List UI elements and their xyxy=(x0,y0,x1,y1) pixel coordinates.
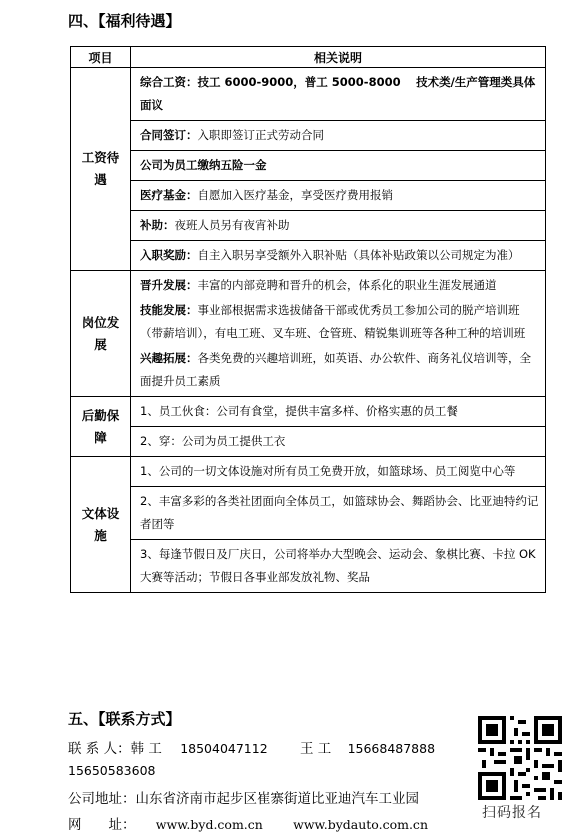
career-cell xyxy=(131,271,546,397)
table-row xyxy=(71,151,546,181)
benefits-table xyxy=(70,46,546,593)
table-row xyxy=(71,397,546,427)
table-row xyxy=(71,241,546,271)
table-row xyxy=(71,487,546,540)
salary-row-5: 补助：夜班人员另有夜宵补助 xyxy=(131,211,546,241)
category-salary: 工资待遇 xyxy=(71,68,131,271)
salary-row-3: 公司为员工缴纳五险一金 xyxy=(131,151,546,181)
contact-phone-1[interactable]: 18504047112 xyxy=(180,741,268,756)
category-logistics: 后勤保障 xyxy=(71,397,131,457)
section-5-title: 五、【联系方式】 xyxy=(68,710,181,728)
logistics-row-1: 1、员工伙食：公司有食堂，提供丰富多样、价格实惠的员工餐 xyxy=(131,397,546,427)
culture-row-3: 3、每逢节假日及厂庆日，公司将举办大型晚会、运动会、象棋比赛、卡拉 OK 大赛等活动；节假日各事业部发放礼物、奖品 xyxy=(131,540,546,593)
table-row xyxy=(71,457,546,487)
website-link-2[interactable]: www.bydauto.com.cn xyxy=(293,817,428,832)
table-row xyxy=(71,68,546,121)
contact-phone-2[interactable]: 15668487888 xyxy=(347,741,436,756)
website-label: 网 址： xyxy=(68,817,136,833)
qr-code-icon[interactable] xyxy=(478,716,562,800)
culture-row-2: 2、丰富多彩的各类社团面向全体员工，如篮球协会、舞蹈协会、比亚迪特约记者团等 xyxy=(131,487,546,540)
salary-row-2: 合同签订：入职即签订正式劳动合同 xyxy=(131,121,546,151)
salary-row-1: 综合工资：技工 6000-9000，普工 5000-8000 技术类/生产管理类具体面议 xyxy=(131,68,546,121)
qr-code-graphic xyxy=(478,716,562,800)
table-header-row xyxy=(71,47,546,68)
section-4-title: 四、【福利待遇】 xyxy=(68,12,181,30)
address-value: 山东省济南市起步区崔寨街道比亚迪汽车工业园 xyxy=(135,791,419,807)
contact-phone-3[interactable]: 15650583608 xyxy=(68,763,156,778)
career-item: 兴趣拓展：各类免费的兴趣培训班，如英语、办公软件、商务礼仪培训等，全面提升员工素质 xyxy=(140,351,531,388)
salary-row-6: 入职奖励：自主入职另享受额外入职补贴（具体补贴政策以公司规定为准） xyxy=(131,241,546,271)
contact-label: 联 系 人： xyxy=(68,741,131,757)
contact-person-2: 王 工 xyxy=(299,741,332,757)
address-line xyxy=(68,787,419,807)
table-row xyxy=(71,271,546,397)
table-row xyxy=(71,540,546,593)
table-row xyxy=(71,427,546,457)
career-item: 晋升发展：丰富的内部竞聘和晋升的机会，体系化的职业生涯发展通道 xyxy=(140,278,497,292)
contact-line xyxy=(68,737,435,757)
culture-row-1: 1、公司的一切文体设施对所有员工免费开放，如篮球场、员工阅览中心等 xyxy=(131,457,546,487)
table-row xyxy=(71,181,546,211)
category-career: 岗位发展 xyxy=(71,271,131,397)
table-row xyxy=(71,121,546,151)
table-row xyxy=(71,211,546,241)
contact-person-1: 韩 工 xyxy=(130,741,162,757)
address-label: 公司地址： xyxy=(68,791,136,807)
website-line xyxy=(68,813,428,833)
header-desc: 相关说明 xyxy=(131,47,546,68)
header-item: 项目 xyxy=(71,47,131,68)
category-culture: 文体设施 xyxy=(71,457,131,593)
logistics-row-2: 2、穿：公司为员工提供工衣 xyxy=(131,427,546,457)
salary-row-4: 医疗基金：自愿加入医疗基金，享受医疗费用报销 xyxy=(131,181,546,211)
qr-scan-label: 扫码报名 xyxy=(482,802,562,822)
career-item: 技能发展：事业部根据需求选拔储备干部或优秀员工参加公司的脱产培训班（带薪培训），有电工班、叉车班、仓管班、精锐集训班等各种工种的培训班 xyxy=(140,303,526,340)
website-link-1[interactable]: www.byd.com.cn xyxy=(155,817,263,832)
